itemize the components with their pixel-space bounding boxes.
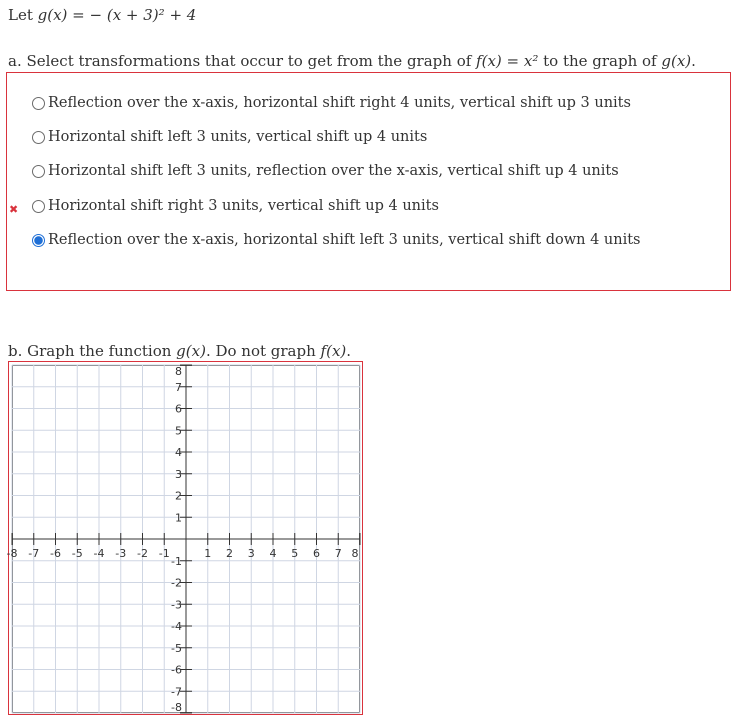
y-tick-label: 5 bbox=[175, 424, 182, 438]
part-b-question bbox=[8, 342, 351, 360]
x-tick-label: 8 bbox=[351, 547, 359, 560]
g-definition: g(x) = − (x + 3)² + 4 bbox=[37, 6, 197, 24]
part-a-text-3: . bbox=[691, 52, 696, 70]
x-tick-label: 6 bbox=[313, 547, 320, 560]
y-tick-label: 6 bbox=[175, 402, 182, 416]
option-3[interactable] bbox=[32, 160, 619, 182]
y-tick-label: -2 bbox=[171, 576, 182, 590]
y-tick-label: -5 bbox=[171, 641, 182, 655]
radio-button[interactable] bbox=[32, 97, 45, 110]
x-tick-label: -3 bbox=[115, 547, 127, 560]
y-tick-label: 8 bbox=[175, 365, 182, 378]
x-tick-label: -2 bbox=[137, 547, 148, 560]
option-label: Horizontal shift left 3 units, vertical shift up 4 units bbox=[48, 129, 428, 145]
part-a-text-1: a. Select transformations that occur to get from the graph of bbox=[8, 52, 477, 70]
x-tick-label: 4 bbox=[269, 547, 277, 560]
part-b-text-2: . Do not graph bbox=[205, 342, 321, 360]
option-5[interactable] bbox=[32, 229, 640, 251]
x-tick-label: 7 bbox=[334, 547, 342, 560]
radio-button[interactable] bbox=[32, 165, 45, 178]
y-tick-label: 3 bbox=[175, 467, 182, 481]
y-tick-label: -1 bbox=[171, 554, 182, 568]
x-tick-label: -7 bbox=[28, 547, 40, 560]
radio-button[interactable] bbox=[32, 200, 45, 213]
option-label: Reflection over the x-axis, horizontal shift right 4 units, vertical shift up 3 units bbox=[48, 95, 631, 111]
y-tick-label: 7 bbox=[175, 380, 182, 394]
x-tick-label: 1 bbox=[204, 547, 212, 560]
problem-statement bbox=[8, 6, 196, 24]
x-tick-label: -5 bbox=[71, 547, 83, 560]
option-2[interactable] bbox=[32, 126, 427, 148]
y-tick-label: -8 bbox=[171, 701, 182, 714]
x-tick-label: -1 bbox=[158, 547, 170, 560]
option-1[interactable] bbox=[32, 92, 631, 114]
option-label: Reflection over the x-axis, horizontal shift left 3 units, vertical shift down 4 units bbox=[48, 232, 641, 248]
x-tick-label: 2 bbox=[226, 547, 233, 560]
prompt-lead: Let bbox=[8, 6, 38, 24]
y-tick-label: 4 bbox=[175, 446, 182, 459]
g-expression: g(x) bbox=[661, 52, 692, 70]
f-expression: f(x) = x² bbox=[476, 52, 539, 70]
x-tick-label: 3 bbox=[247, 547, 255, 560]
part-a-question bbox=[8, 52, 696, 70]
graphing-canvas[interactable] bbox=[6, 365, 360, 714]
y-tick-label: -3 bbox=[171, 598, 182, 612]
y-tick-label: -7 bbox=[171, 685, 182, 699]
option-4[interactable] bbox=[32, 195, 439, 217]
x-tick-label: -4 bbox=[93, 547, 105, 560]
radio-button-selected[interactable] bbox=[32, 234, 45, 247]
part-a-text-2: to the graph of bbox=[538, 52, 662, 70]
x-tick-label: 5 bbox=[291, 547, 299, 560]
y-tick-label: 1 bbox=[175, 511, 182, 525]
option-label: Horizontal shift right 3 units, vertical shift up 4 units bbox=[48, 198, 439, 214]
y-tick-label: 2 bbox=[175, 489, 182, 503]
radio-button[interactable] bbox=[32, 131, 45, 144]
incorrect-icon: ✖ bbox=[9, 203, 19, 216]
x-tick-label: -6 bbox=[50, 547, 61, 560]
part-b-text-1: b. Graph the function bbox=[8, 342, 177, 360]
f-expression: f(x) bbox=[320, 342, 347, 360]
option-label: Horizontal shift left 3 units, reflection over the x-axis, vertical shift up 4 units bbox=[48, 163, 619, 179]
y-tick-label: -4 bbox=[171, 620, 182, 633]
x-tick-label: -8 bbox=[6, 547, 18, 560]
g-expression: g(x) bbox=[176, 342, 206, 360]
y-tick-label: -6 bbox=[171, 663, 182, 677]
part-b-text-3: . bbox=[346, 342, 352, 360]
